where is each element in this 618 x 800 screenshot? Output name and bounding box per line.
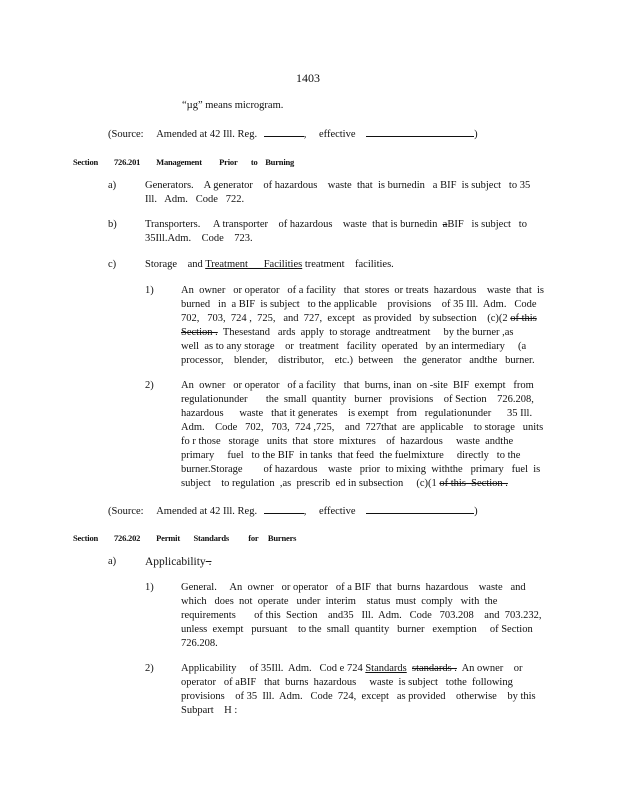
- applicability-text: Applicability: [145, 556, 206, 568]
- storage-heading: [145, 259, 394, 270]
- a2-2-text-end: An owner or: [456, 663, 523, 674]
- a2-2-line3: provisions of 35 Ill. Adm. Code 724, except as provided otherwise by this: [181, 691, 536, 702]
- general-line2: which does not operate under interim status must comply with the: [181, 596, 498, 607]
- generators-line1: Generators. A generator of hazardous waste that is burnedin a BIF is subject to 35: [145, 180, 531, 191]
- source-label: (Source:: [108, 129, 144, 140]
- c2-line5: fo r those storage units that store mixtures of hazardous waste andthe: [181, 436, 514, 447]
- deleted-text: a: [442, 219, 448, 230]
- replaced-text: treatment: [304, 259, 345, 270]
- item-label-c1: 1): [145, 285, 154, 296]
- transporters-text: Transporters. A transporter of hazardous waste that is burnedin: [145, 219, 443, 230]
- item-label-a2-1: 1): [145, 582, 154, 593]
- blank-line: [366, 504, 474, 514]
- c2-line7: burner.Storage of hazardous waste prior to mixing withthe primary fuel is: [181, 464, 541, 475]
- source-note-2: (Source: Amended at 42 Ill. Reg. , effective ): [108, 506, 478, 517]
- section-number: 726.201: [113, 157, 141, 167]
- c2-line6: primary fuel to the BIF in tanks that feed the fuelmixture directly to the: [181, 450, 521, 461]
- blank-line: [366, 127, 474, 137]
- item-label-c: c): [108, 259, 117, 270]
- source-label: (Source:: [108, 506, 144, 517]
- item-label-a2-2: 2): [145, 663, 154, 674]
- source-text: Amended at 42 Ill. Reg.: [156, 506, 258, 517]
- source-effective: effective: [318, 506, 356, 517]
- section-heading-201: [73, 157, 294, 167]
- generators-line2: Ill. Adm. Code 722.: [145, 194, 245, 205]
- source-text: Amended at 42 Ill. Reg.: [156, 129, 258, 140]
- c2-line3: hazardous waste that it generates is exempt from regulationunder 35 Ill.: [181, 408, 533, 419]
- storage-text-end: facilities.: [355, 259, 394, 270]
- section-label: Section: [73, 157, 99, 167]
- general-line5: 726.208.: [181, 638, 218, 649]
- a2-2-line4: Subpart H :: [181, 705, 238, 716]
- c1-line5: well as to any storage or treatment facility operated by an intermediary (a: [181, 341, 527, 352]
- deleted-text: .: [205, 556, 212, 568]
- transporters-text-end: BIF is subject to: [447, 219, 527, 230]
- transporters-line1: [145, 219, 527, 230]
- transporters-line2: 35Ill.Adm. Code 723.: [145, 233, 253, 244]
- c2-line1: An owner or operator of a facility that burns, inan on -site BIF exempt from: [181, 380, 534, 391]
- c1-line2: burned in a BIF is subject to the applicable provisions of 35 Ill. Adm. Code: [181, 299, 537, 310]
- c2-text: subject to regulation ,as prescrib ed in subsection (c)(1: [181, 478, 437, 489]
- item-label-b: b): [108, 219, 117, 230]
- c1-line1: An owner or operator of a facility that stores or treats hazardous waste that is: [181, 285, 545, 296]
- storage-text: Storage and: [145, 259, 203, 270]
- source-note-1: (Source: Amended at 42 Ill. Reg. , effective ): [108, 129, 478, 140]
- c2-line8: [181, 478, 508, 489]
- section-heading-202: [73, 533, 296, 543]
- c1-line6: processor, blender, distributor, etc.) between the generator andthe burner.: [181, 355, 535, 366]
- item-label-a: a): [108, 180, 117, 191]
- a2-2-line2: operator of aBIF that burns hazardous waste is subject tothe following: [181, 677, 513, 688]
- c1-text: 702, 703, 724 , 725, and 727, except as provided by subsection (c)(2: [181, 313, 508, 324]
- c1-line4: [181, 327, 514, 338]
- inserted-text: Treatment Facilities: [205, 259, 303, 270]
- section-label: Section: [73, 533, 99, 543]
- a2-2-text: Applicability of 35Ill. Adm. Cod e 724: [181, 663, 363, 674]
- c1-line3: [181, 313, 537, 324]
- definition-ug: “µg” means microgram.: [182, 100, 284, 111]
- page-number: 1403: [296, 71, 320, 85]
- c2-line4: Adm. Code 702, 703, 724 ,725, and 727that are applicable to storage units: [181, 422, 544, 433]
- deleted-text: Section .: [181, 327, 218, 338]
- deleted-text: standards .: [412, 663, 457, 674]
- applicability-heading: [145, 556, 211, 568]
- item-label-a2: a): [108, 556, 117, 567]
- section-title: Permit Standards for Burners: [156, 533, 297, 543]
- c2-line2: regulationunder the small quantity burner provisions of Section 726.208,: [181, 394, 534, 405]
- c1-text: Thesestand ards apply to storage andtreatment by the burner ,as: [222, 327, 514, 338]
- general-line1: General. An owner or operator of a BIF that burns hazardous waste and: [181, 582, 526, 593]
- section-number: 726.202: [113, 533, 141, 543]
- general-line4: unless exempt pursuant to the small quantity burner exemption of Section: [181, 624, 533, 635]
- blank-line: [264, 504, 304, 514]
- inserted-text: Standards: [365, 663, 407, 674]
- blank-line: [264, 127, 304, 137]
- section-title: Management Prior to Burning: [156, 157, 295, 167]
- a2-2-line1: [181, 663, 523, 674]
- source-effective: effective: [318, 129, 356, 140]
- item-label-c2: 2): [145, 380, 154, 391]
- deleted-text: of this Section .: [439, 478, 508, 489]
- general-line3: requirements of this Section and35 Ill. Adm. Code 703.208 and 703.232,: [181, 610, 542, 621]
- deleted-text: of this: [510, 313, 537, 324]
